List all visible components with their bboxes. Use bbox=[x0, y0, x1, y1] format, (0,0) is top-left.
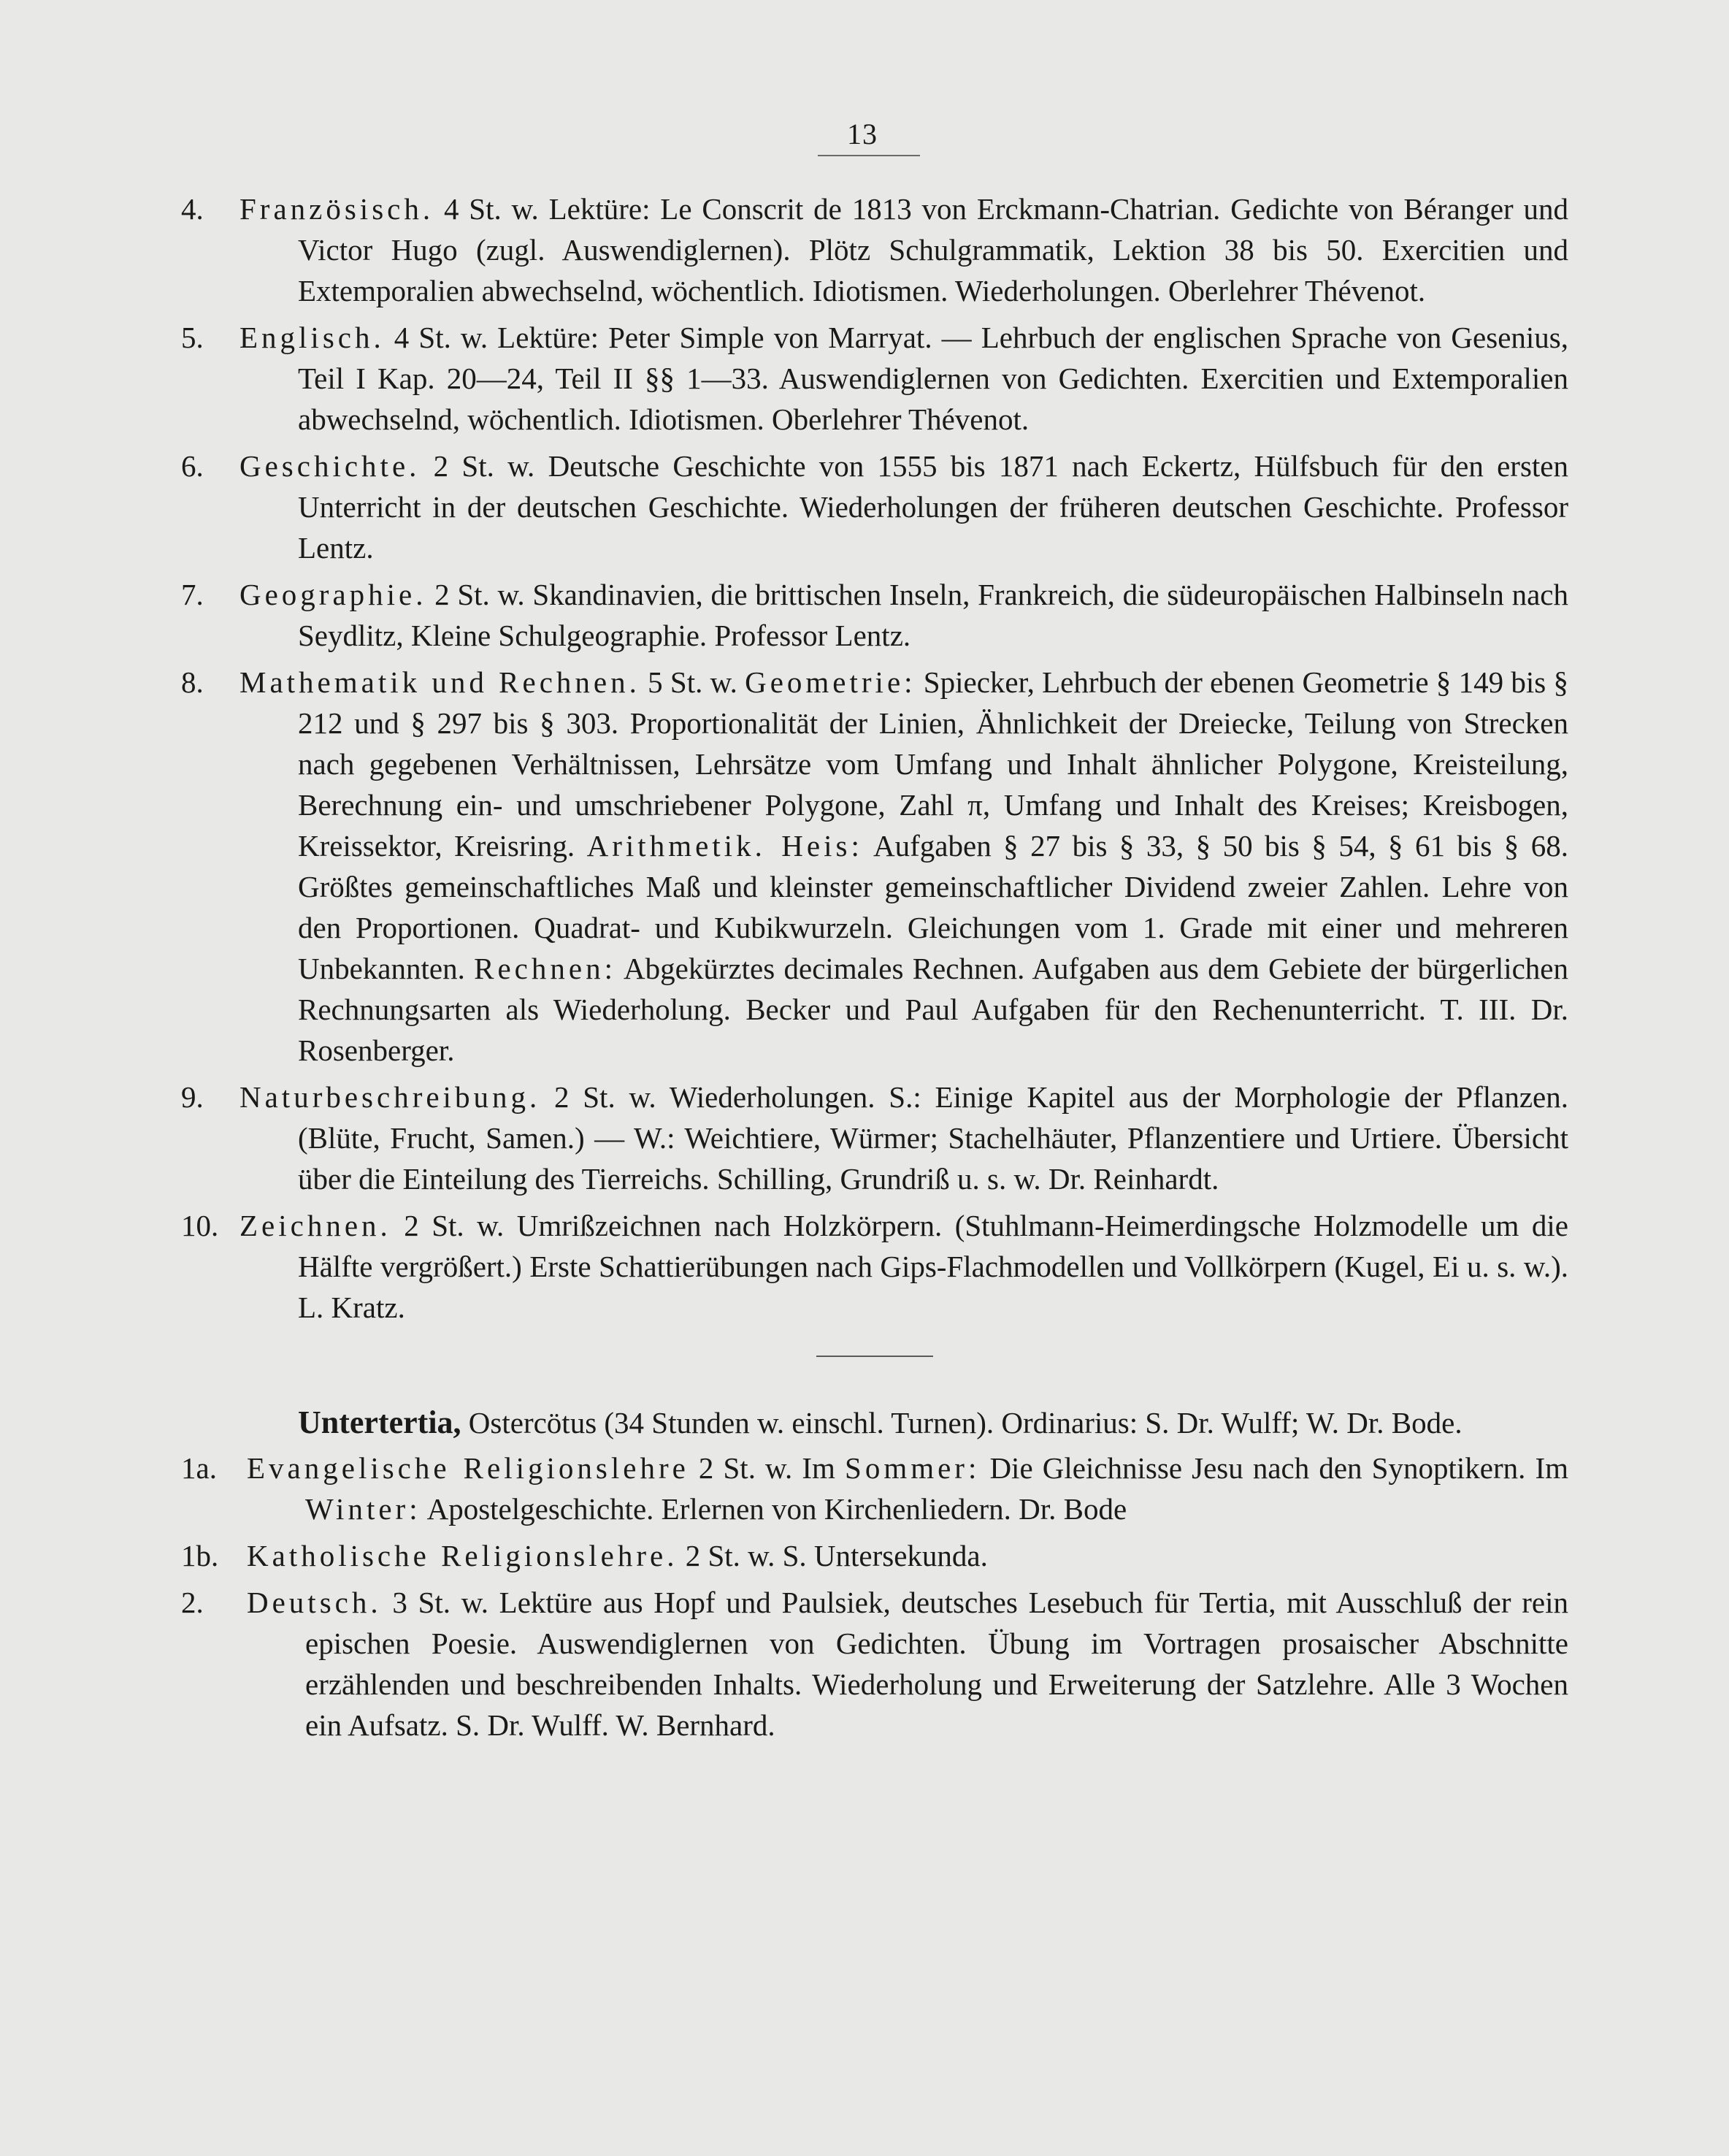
entry-text: 2 St. w. S. Untersekunda. bbox=[678, 1539, 988, 1572]
entry-number: 2. bbox=[181, 1586, 204, 1619]
entry-number: 1a. bbox=[181, 1451, 217, 1485]
entry-text: 3 St. w. Lektüre aus Hopf und Paulsiek, deutsches Lesebuch für Tertia, mit Ausschluß der rein epischen Poesie. Auswendiglernen von Gedichten. Übung im Vortragen prosaischer Abschnitte erzählenden und beschreibenden Inhalts. Wiederholung und Erweiterung der Satzlehre. Alle 3 Wochen ein Aufsatz. S. Dr. Wulff. W. Bernhard. bbox=[305, 1586, 1568, 1742]
entry-evangelische-religionslehre bbox=[181, 1448, 1568, 1529]
entry-text: 4 St. w. Lektüre: Peter Simple von Marryat. — Lehrbuch der englischen Sprache von Gesenius, Teil I Kap. 20—24, Teil II §§ 1—33. Auswendiglernen von Gedichten. Exercitien und Extemporalien abwechselnd, wöchentlich. Idiotismen. Oberlehrer Thévenot. bbox=[298, 321, 1568, 436]
entry-subject: Katholische Religionslehre. bbox=[247, 1539, 678, 1572]
entry-subject: Englisch. bbox=[239, 321, 385, 354]
class-heading bbox=[181, 1402, 1568, 1443]
entry-geschichte bbox=[181, 446, 1568, 568]
page-number: 13 bbox=[847, 118, 878, 150]
entry-mathematik bbox=[181, 662, 1568, 1071]
entry-deutsch bbox=[181, 1582, 1568, 1746]
entry-text: Spiecker, Lehrbuch der ebenen Geometrie § 149 bis § 212 und § 297 bis § 303. Proportionalität der Linien, Ähnlichkeit der Dreiecke, Teilung von Strecken nach gegebenen Verhältnissen, Lehrsätze vom Umfang und Inhalt ähnlicher Polygone, Kreisteilung, Berechnung ein- und umschriebener Polygone, Zahl π, Umfang und Inhalt des Kreises; Kreisbogen, Kreissektor, Kreisring. bbox=[298, 665, 1568, 863]
entry-franzoesisch bbox=[181, 188, 1568, 311]
entry-zeichnen bbox=[181, 1205, 1568, 1328]
entry-text: Die Gleichnisse Jesu nach den Synoptikern. Im bbox=[980, 1451, 1569, 1485]
entry-text: Abgekürztes decimales Rechnen. Aufgaben aus dem Gebiete der bürgerlichen Rechnungsarten als Wiederholung. Becker und Paul Aufgaben für den Rechenunterricht. T. III. Dr. Rosenberger. bbox=[298, 952, 1569, 1067]
entry-emphasis: Rechnen: bbox=[474, 952, 616, 985]
class-heading-text: Ostercötus (34 Stunden w. einschl. Turnen). Ordinarius: S. Dr. Wulff; W. Dr. Bode. bbox=[461, 1406, 1462, 1440]
entry-text: Aufgaben § 27 bis § 33, § 50 bis § 54, § 61 bis § 68. Größtes gemeinschaftliches Maß und kleinster gemeinschaftlicher Dividend zweier Zahlen. Lehre von den Proportionen. Quadrat- und Kubikwurzeln. Gleichungen vom 1. Grade mit einer und mehreren Unbekannten. bbox=[298, 829, 1569, 985]
entry-geographie bbox=[181, 574, 1568, 656]
entry-subject: Französisch. bbox=[239, 192, 434, 226]
entry-text: 2 St. w. Wiederholungen. S.: Einige Kapitel aus der Morphologie der Pflanzen. (Blüte, Frucht, Samen.) — W.: Weichtiere, Würmer; Stachelhäuter, Pflanzentiere und Urtiere. Übersicht über die Einteilung des Tierreichs. Schilling, Grundriß u. s. w. Dr. Reinhardt. bbox=[298, 1080, 1568, 1196]
page-content bbox=[181, 188, 1568, 1751]
entry-text: 2 St. w. Deutsche Geschichte von 1555 bis 1871 nach Eckertz, Hülfsbuch für den ersten Unterricht in der deutschen Geschichte. Wiederholungen der früheren deutschen Geschichte. Professor Lentz. bbox=[298, 449, 1568, 565]
entry-number: 6. bbox=[181, 449, 204, 483]
entry-subject: Geschichte. bbox=[239, 449, 421, 483]
entry-naturbeschreibung bbox=[181, 1077, 1568, 1199]
entry-subject: Mathematik und Rechnen. bbox=[239, 665, 640, 699]
entry-emphasis: Winter: bbox=[305, 1492, 421, 1526]
entry-emphasis: Sommer: bbox=[845, 1451, 981, 1485]
entry-text: 5 St. w. bbox=[640, 665, 745, 699]
entry-text: 4 St. w. Lektüre: Le Conscrit de 1813 von Erckmann-Chatrian. Gedichte von Béranger und Victor Hugo (zugl. Auswendiglernen). Plötz Schulgrammatik, Lektion 38 bis 50. Exercitien und Extemporalien abwechselnd, wöchentlich. Idiotismen. Wiederholungen. Oberlehrer Thévenot. bbox=[298, 192, 1568, 307]
entry-number: 8. bbox=[181, 665, 204, 699]
entry-subject: Naturbeschreibung. bbox=[239, 1080, 541, 1114]
entry-text: 2 St. w. Umrißzeichnen nach Holzkörpern. (Stuhlmann-Heimerdingsche Holzmodelle um die Hälfte vergrößert.) Erste Schattierübungen nach Gips-Flachmodellen und Vollkörpern (Kugel, Ei u. s. w.). L. Kratz. bbox=[298, 1209, 1568, 1324]
class-name: Untertertia, bbox=[298, 1404, 461, 1440]
entry-number: 10. bbox=[181, 1209, 219, 1242]
entry-subject: Evangelische Religionslehre bbox=[247, 1451, 689, 1485]
entry-subject: Deutsch. bbox=[247, 1586, 382, 1619]
entry-emphasis: Geometrie: bbox=[745, 665, 916, 699]
entry-subject: Geographie. bbox=[239, 578, 427, 611]
entry-englisch bbox=[181, 317, 1568, 440]
entry-text: 2 St. w. Im bbox=[689, 1451, 846, 1485]
entry-emphasis: Arithmetik. Heis: bbox=[586, 829, 863, 863]
entry-number: 7. bbox=[181, 578, 204, 611]
entry-number: 1b. bbox=[181, 1539, 219, 1572]
entry-text: 2 St. w. Skandinavien, die brittischen Inseln, Frankreich, die südeuropäischen Halbinseln nach Seydlitz, Kleine Schulgeographie. Professor Lentz. bbox=[298, 578, 1568, 652]
entry-number: 4. bbox=[181, 192, 204, 226]
page-number-rule bbox=[818, 155, 920, 156]
section-divider bbox=[816, 1356, 933, 1357]
entry-number: 5. bbox=[181, 321, 204, 354]
entry-number: 9. bbox=[181, 1080, 204, 1114]
entry-katholische-religionslehre bbox=[181, 1535, 1568, 1576]
entry-text: Apostelgeschichte. Erlernen von Kirchenliedern. Dr. Bode bbox=[421, 1492, 1127, 1526]
entry-subject: Zeichnen. bbox=[239, 1209, 391, 1242]
